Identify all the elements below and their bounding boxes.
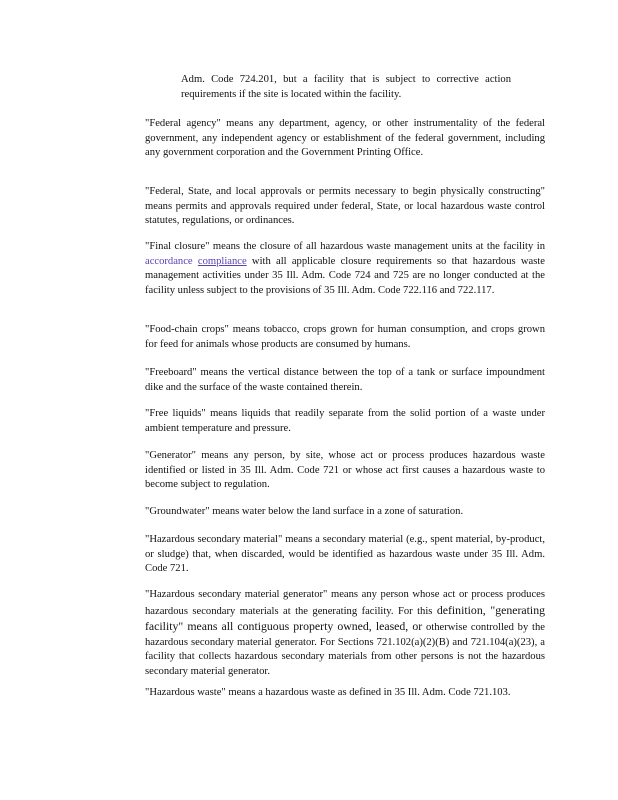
paragraph-text: "Federal, State, and local approvals or permits necessary to begin physically constructing" means permits and approvals required under federal, State, or local hazardous waste control statutes, regulations, or ordinances. [145,186,545,227]
definition-hazardous-secondary-material-generator [145,588,545,680]
paragraph-text: "Hazardous waste" means a hazardous waste as defined in 35 Ill. Adm. Code 721.103. [145,687,511,698]
definition-food-chain-crops [145,323,545,352]
paragraph-text: "Free liquids" means liquids that readily separate from the solid portion of a waste under ambient temperature and pressure. [145,408,545,434]
paragraph-text: "Food-chain crops" means tobacco, crops grown for human consumption, and crops grown for feed for animals whose products are consumed by humans. [145,324,545,350]
definition-freeboard [145,366,545,395]
paragraph-text [145,588,545,680]
paragraph-text: "Freeboard" means the vertical distance between the top of a tank or surface impoundment dike and the surface of the waste contained therein. [145,367,545,393]
text-segment-large: definition, "generating facility" means all contiguous property owned, leased, or [145,602,545,634]
revision-inserted-text: compliance [197,255,247,267]
revision-deleted-text: accordance [145,255,193,267]
definition-generator [145,449,545,493]
paragraph-continuation [181,73,511,102]
paragraph-text: "Federal agency" means any department, agency, or other instrumentality of the federal government, any independent agency or establishment of the federal government, including any government corporation and the Government Printing Office. [145,118,545,159]
definition-final-closure [145,240,545,298]
paragraph-text: Adm. Code 724.201, but a facility that is subject to corrective action requirements if the site is located within the facility. [181,74,511,100]
text-segment: with all applicable closure requirements so that hazardous waste management activities under 35 Ill. Adm. Code 724 and 725 are no longer conducted at the facility unless subject to the provisions of 35 Ill. Adm. Code 722.116 and 722.117. [145,255,545,296]
definition-federal-agency [145,117,545,161]
paragraph-text: "Groundwater" means water below the land surface in a zone of saturation. [145,506,464,517]
definition-hazardous-secondary-material [145,533,545,577]
definition-free-liquids [145,407,545,436]
text-segment: otherwise controlled by the hazardous secondary material generator. For Sections 721.102(a)(2)(B) and 721.104(a)(23), a facility that collects hazardous secondary materials from other persons is not the hazardous secondary material generator. [145,622,545,677]
paragraph-text: "Hazardous secondary material" means a secondary material (e.g., spent material, by-product, or sludge) that, when discarded, would be identified as hazardous waste under 35 Ill. Adm. Code 721. [145,534,545,575]
paragraph-text: "Generator" means any person, by site, whose act or process produces hazardous waste identified or listed in 35 Ill. Adm. Code 721 or whose act first causes a hazardous waste to become subject to regulation. [145,450,545,491]
text-segment: "Hazardous secondary material generator" means any person whose act or process produces hazardous secondary materials at the generating facility. For this [145,589,545,617]
paragraph-text [145,240,545,298]
definition-approvals-permits [145,185,545,229]
definition-hazardous-waste [145,686,545,701]
text-segment: "Final closure" means the closure of all hazardous waste management units at the facility in [145,241,545,252]
definition-groundwater [145,505,545,520]
